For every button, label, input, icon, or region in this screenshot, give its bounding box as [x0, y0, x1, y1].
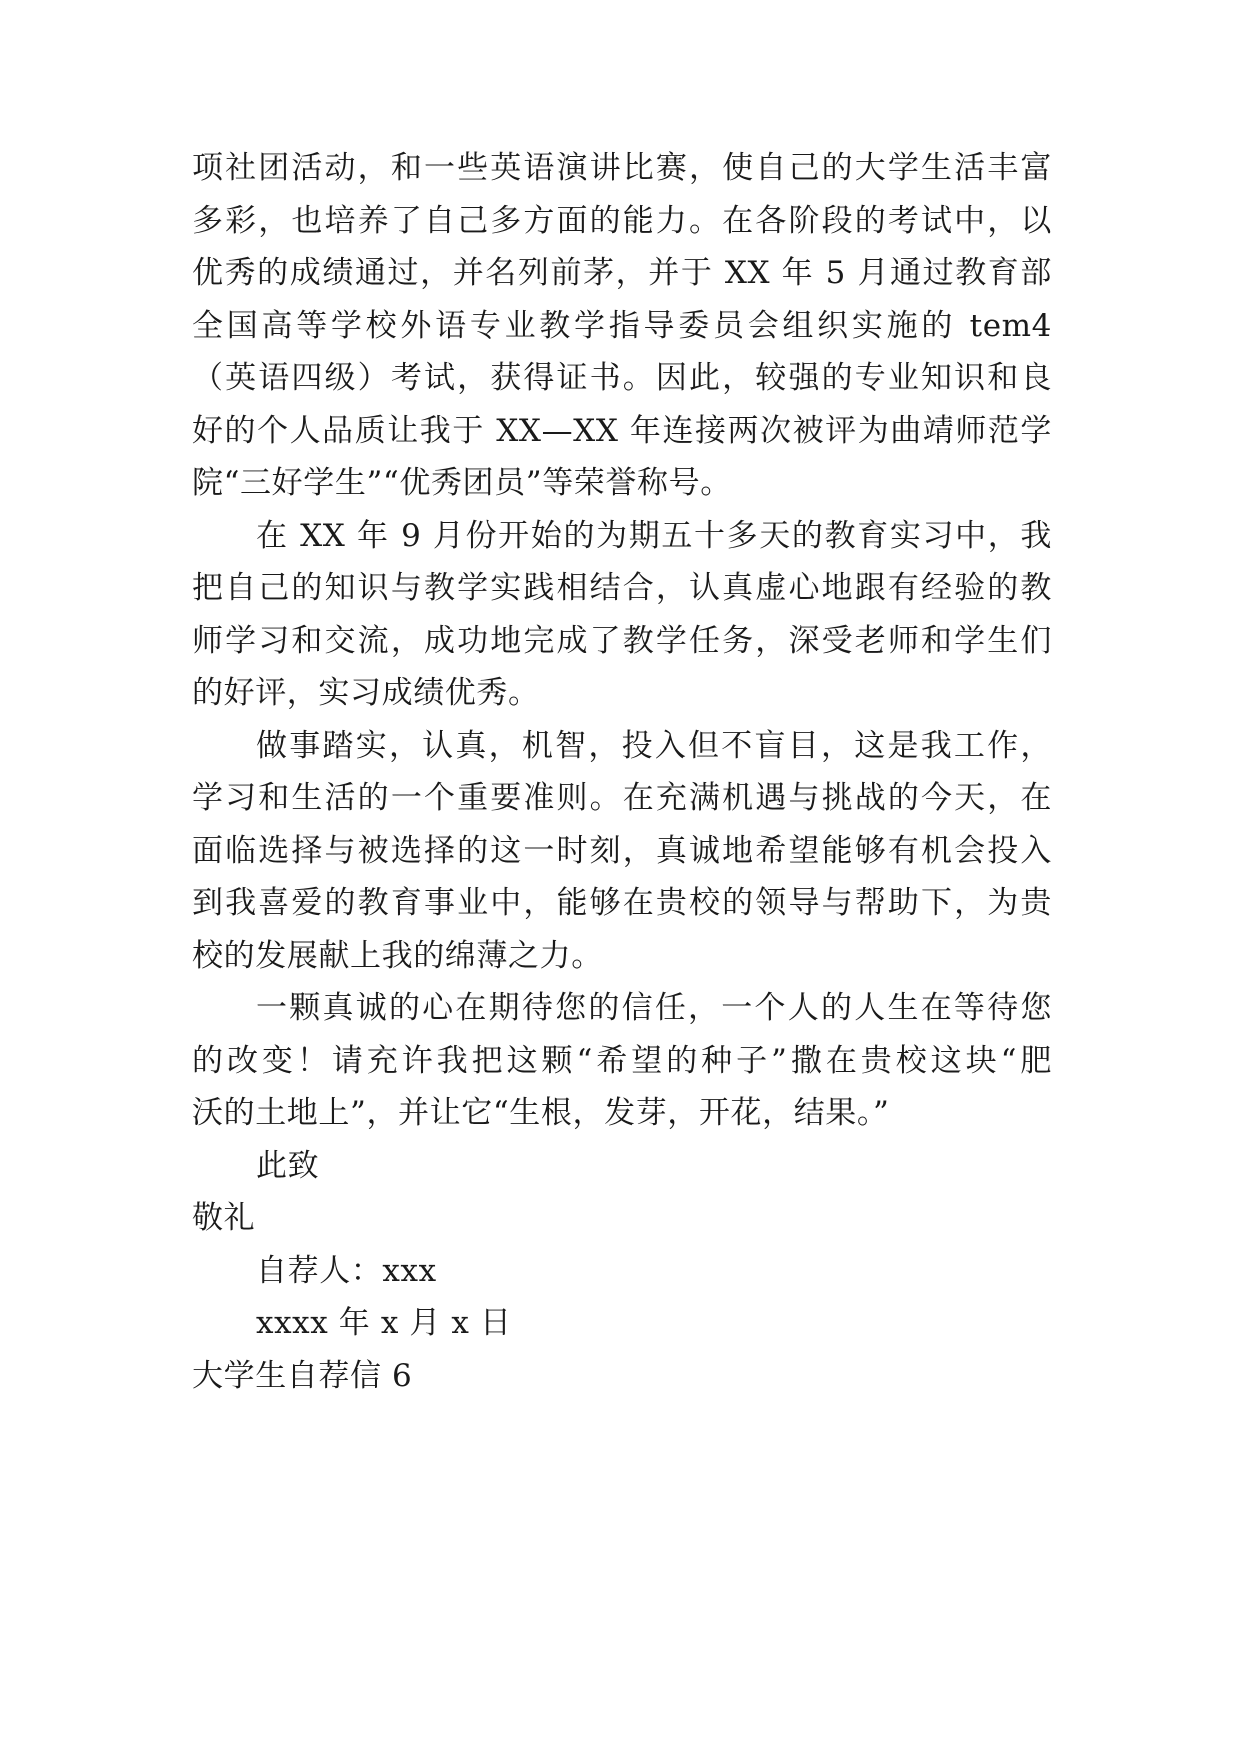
body-line: 好的个人品质让我于 XX—XX 年连接两次被评为曲靖师范学 [192, 413, 1052, 449]
body-line: 把自己的知识与教学实践相结合，认真虚心地跟有经验的教 [192, 570, 1052, 606]
body-line: 师学习和交流，成功地完成了教学任务，深受老师和学生们 [192, 623, 1052, 659]
body-line: （英语四级）考试，获得证书。因此，较强的专业知识和良 [192, 360, 1052, 396]
date: xxxx 年 x 月 x 日 [256, 1305, 512, 1341]
section-heading: 大学生自荐信 6 [192, 1358, 413, 1394]
body-line: 的改变！请充许我把这颗“希望的种子”撒在贵校这块“肥 [192, 1043, 1052, 1079]
body-line: 面临选择与被选择的这一时刻，真诚地希望能够有机会投入 [192, 833, 1052, 869]
body-line: 沃的土地上”，并让它“生根，发芽，开花，结果。” [192, 1095, 890, 1131]
body-line: 院“三好学生”“优秀团员”等荣誉称号。 [192, 465, 732, 501]
body-line: 学习和生活的一个重要准则。在充满机遇与挑战的今天，在 [192, 780, 1052, 816]
closing-regards: 敬礼 [192, 1200, 256, 1236]
paragraph-first-line: 在 XX 年 9 月份开始的为期五十多天的教育实习中，我 [256, 518, 1052, 554]
closing-salutation: 此致 [256, 1148, 320, 1184]
body-line: 全国高等学校外语专业教学指导委员会组织实施的 tem4 [192, 308, 1052, 344]
body-line: 校的发展献上我的绵薄之力。 [192, 938, 603, 974]
body-line: 到我喜爱的教育事业中，能够在贵校的领导与帮助下，为贵 [192, 885, 1052, 921]
signature: 自荐人：xxx [256, 1253, 437, 1289]
body-line: 的好评，实习成绩优秀。 [192, 675, 540, 711]
paragraph-first-line: 做事踏实，认真，机智，投入但不盲目，这是我工作， [256, 728, 1052, 764]
body-line: 多彩，也培养了自己多方面的能力。在各阶段的考试中，以 [192, 203, 1052, 239]
paragraph-first-line: 一颗真诚的心在期待您的信任，一个人的人生在等待您 [256, 990, 1052, 1026]
body-line: 优秀的成绩通过，并名列前茅，并于 XX 年 5 月通过教育部 [192, 255, 1052, 291]
body-line: 项社团活动，和一些英语演讲比赛，使自己的大学生活丰富 [192, 150, 1052, 186]
